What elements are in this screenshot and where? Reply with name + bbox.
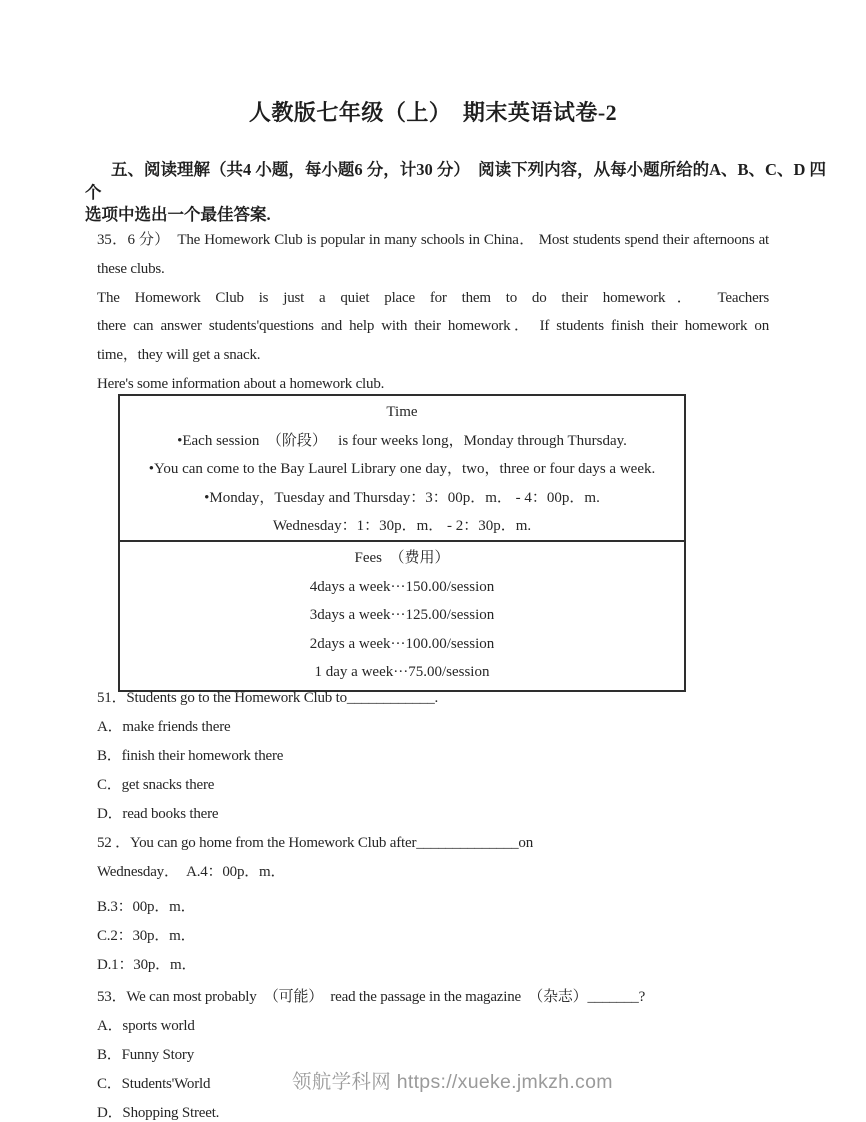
section-heading-line-3: 选项中选出一个最佳答案. (85, 205, 271, 224)
table-fees-line: 2days a week···100.00/session (309, 635, 495, 652)
table-fees-header: Fees （费用） (354, 550, 450, 566)
question-51-option-b: B．finish their homework there (97, 748, 284, 764)
table-time-line: •Monday，Tuesday and Thursday：3：00p．m． - 4：00p．m. (204, 489, 600, 506)
table-time-line: •Each session （阶段） is four weeks long，Monday through Thursday. (177, 432, 627, 449)
reading-passage (97, 226, 769, 399)
question-53-option-c: C．Students'World (97, 1076, 211, 1092)
question-53-option-d: D．Shopping Street. (97, 1105, 220, 1121)
question-51-option-a: A．make friends there (97, 719, 231, 735)
question-53-stem: 53．We can most probably （可能） read the passage in the magazine （杂志）_______? (97, 989, 646, 1005)
homework-club-info-table (118, 394, 686, 692)
question-51-option-d: D．read books there (97, 806, 219, 822)
question-52-stem-line-1: 52 ．You can go home from the Homework Club after______________on (97, 835, 534, 851)
table-time-header: Time (386, 404, 418, 420)
passage-line: time，they will get a snack. (97, 347, 261, 364)
passage-line: there can answer students'questions and help with their homework． If students finish their homework on (97, 318, 769, 335)
table-time-line: •You can come to the Bay Laurel Library one day，two，three or four days a week. (148, 461, 656, 478)
question-52-option-d: D.1：30p．m． (97, 957, 197, 973)
passage-line: these clubs. (97, 260, 165, 277)
passage-line: Here's some information about a homework club. (97, 375, 385, 392)
question-51-option-c: C．get snacks there (97, 777, 215, 793)
passage-line: The Homework Club is just a quiet place for them to do their homework． Teachers (97, 289, 769, 306)
table-fees-line: 4days a week···150.00/session (309, 578, 495, 595)
passage-line: 35．6 分） The Homework Club is popular in many schools in China． Most students spend their afternoons at (97, 232, 769, 248)
table-fees-line: 1 day a week···75.00/session (314, 664, 490, 681)
exam-title: 人教版七年级（上） 期末英语试卷-2 (248, 100, 618, 125)
question-52-option-b: B.3：00p．m． (97, 899, 196, 915)
question-52-option-c: C.2：30p．m． (97, 928, 196, 944)
table-fees-line: 3days a week···125.00/session (309, 607, 495, 624)
table-fees-section (120, 542, 684, 690)
table-time-section (120, 396, 684, 542)
table-time-line: Wednesday：1：30p．m． - 2：30p．m. (272, 518, 532, 535)
question-53-option-a: A．sports world (97, 1018, 195, 1034)
section-heading-line-1: 五、阅读理解（共4 小题，每小题6 分，计30 分） 阅读下列内容，从每小题所给的A、B、C、D 四 (111, 160, 827, 179)
question-53-option-b: B．Funny Story (97, 1047, 195, 1063)
question-52-stem-line-2: Wednesday． A.4：00p．m． (97, 864, 286, 880)
questions-block (97, 684, 769, 1122)
section-heading-line-2: 个 (85, 183, 102, 202)
question-51-stem: 51．Students go to the Homework Club to____________. (97, 690, 439, 706)
site-watermark: 领航学科网 https://xueke.jmkzh.com (292, 1071, 613, 1093)
